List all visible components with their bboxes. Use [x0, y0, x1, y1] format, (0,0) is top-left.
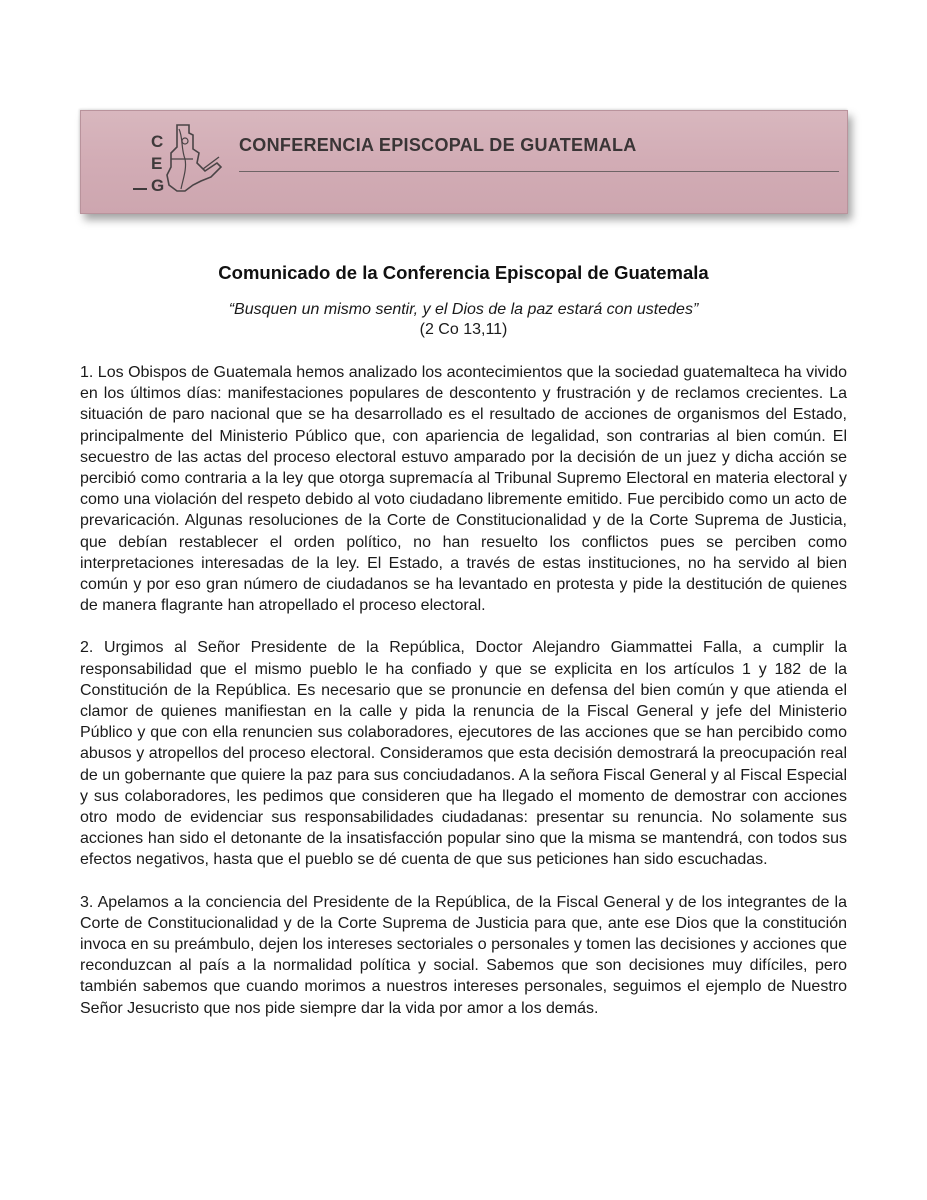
- logo-letters: [151, 131, 164, 197]
- document-body: [80, 362, 847, 1040]
- paragraph-2: 2. Urgimos al Señor Presidente de la República, Doctor Alejandro Giammattei Falla, a cumplir la responsabilidad que el mismo pueblo le ha confiado y que se explicita en los artículos 1 y 182 de la Constitución de la República. Es necesario que se pronuncie en defensa del bien común y que atienda el clamor de quienes manifiestan en la calle y pida la renuncia de la Fiscal General y jefe del Ministerio Público y que con ella renuncien sus colaboradores, ejecutores de las acciones que se han percibido como abusos y atropellos del proceso electoral. Consideramos que esta decisión demostrará la preocupación real de un gobernante que quiere la paz para sus conciudadanos. A la señora Fiscal General y al Fiscal Especial y sus colaboradores, les pedimos que consideren que ha llegado el momento de demostrar con acciones otro modo de evidenciar sus responsabilidades ciudadanas: presentar su renuncia. No solamente sus acciones han sido el detonante de la insatisfacción popular sino que la misma se mantendrá, con todos sus efectos negativos, hasta que el pueblo se dé cuenta de que sus peticiones han sido escuchadas.: [80, 639, 847, 869]
- ceg-logo: [107, 119, 227, 199]
- logo-letter-g: G: [151, 176, 165, 195]
- logo-letter-e: E: [151, 154, 163, 173]
- organization-name: CONFERENCIA EPISCOPAL DE GUATEMALA: [239, 135, 637, 155]
- logo-dash: [133, 188, 147, 190]
- paragraph-3: 3. Apelamos a la conciencia del Presidente de la República, de la Fiscal General y de los integrantes de la Corte de Constitucionalidad y de la Corte Suprema de Justicia para que, ante ese Dios que la constitución invoca en su preámbulo, dejen los intereses sectoriales o personales y tomen las decisiones y acciones que reconduzcan al país a la normalidad política y social. Sabemos que son decisiones muy difíciles, pero también sabemos que cuando morimos a nuestros intereses personales, seguimos el ejemplo de Nuestro Señor Jesucristo que nos pide siempre dar la vida por amor a los demás.: [80, 893, 847, 1017]
- logo-letter-c: C: [151, 132, 164, 151]
- banner-divider: [239, 171, 839, 172]
- paragraph-1: 1. Los Obispos de Guatemala hemos analizado los acontecimientos que la sociedad guatemalteca ha vivido en los últimos días: manifestaciones populares de descontento y frustración y de reclamos crecientes. La situación de paro nacional que se ha desarrollado es el resultado de acciones de organismos del Estado, principalmente del Ministerio Público que, con apariencia de legalidad, son contrarias al bien común. El secuestro de las actas del proceso electoral estuvo amparado por la decisión de un juez y dicha acción se percibió como contraria a la ley que otorga supremacía al Tribunal Supremo Electoral en materia electoral y como una violación del respeto debido al voto ciudadano libremente emitido. Fue percibido como un acto de prevaricación. Algunas resoluciones de la Corte de Constitucionalidad y de la Corte Suprema de Justicia, que debían restablecer el orden político, no han resuelto los conflictos pues se perciben como interpretaciones interesadas de la ley. El Estado, a través de estas instituciones, no ha servido al bien común y por eso gran número de ciudadanos se ha levantado en protesta y pide la destitución de quienes de manera flagrante han atropellado el proceso electoral.: [80, 364, 847, 615]
- guatemala-map-icon: [107, 119, 227, 199]
- epigraph-quote: “Busquen un mismo sentir, y el Dios de la paz estará con ustedes”: [228, 301, 699, 318]
- header-banner: [80, 110, 848, 214]
- document-title: Comunicado de la Conferencia Episcopal de Guatemala: [218, 262, 709, 283]
- epigraph-reference: (2 Co 13,11): [419, 321, 508, 338]
- epigraph: [0, 300, 927, 340]
